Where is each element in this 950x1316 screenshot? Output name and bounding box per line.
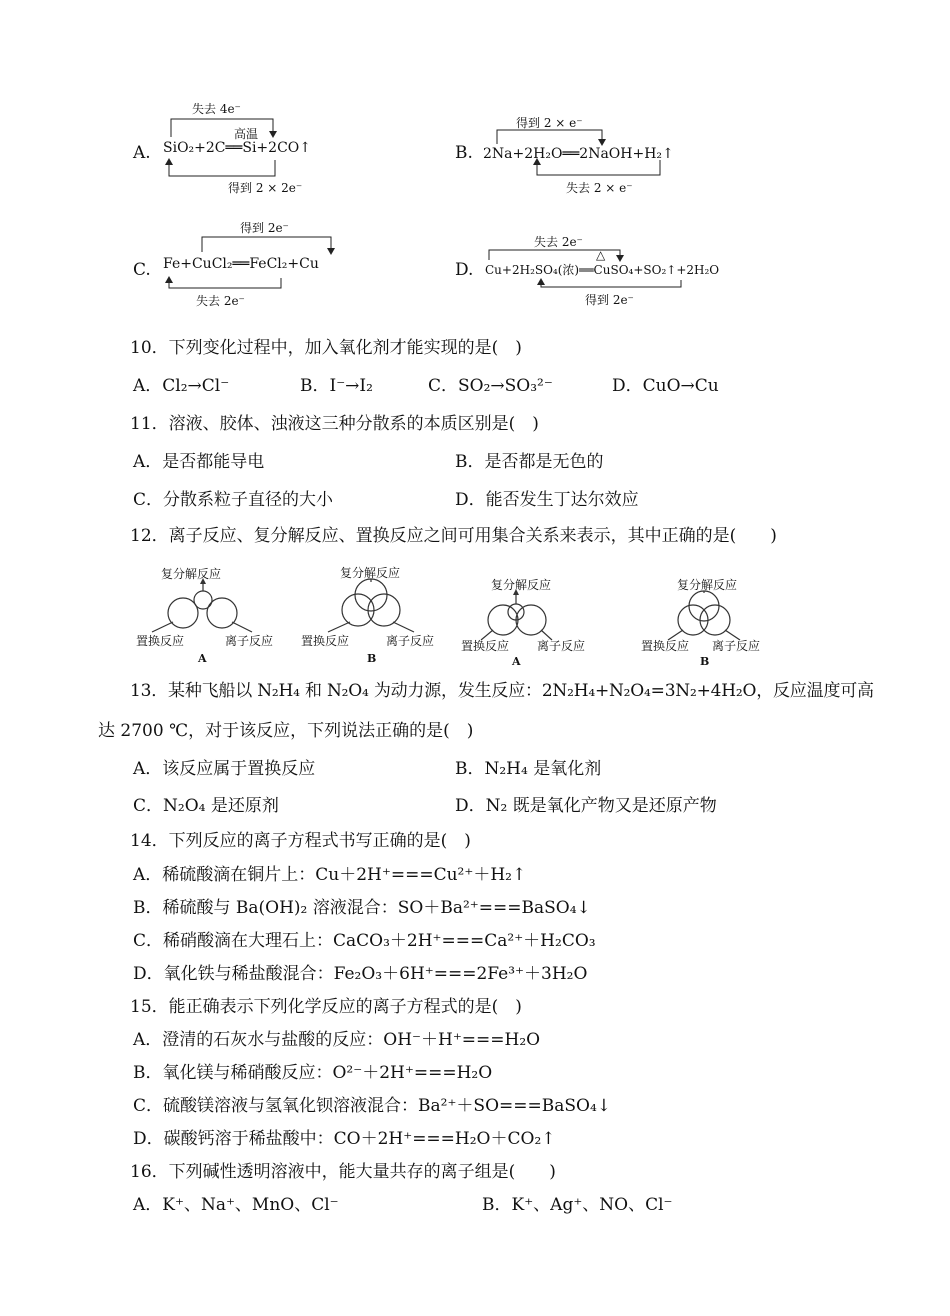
venn-4-right: 离子反应 [712, 639, 761, 653]
venn-3-right: 离子反应 [537, 639, 586, 653]
diagram-a-bottom-label: 得到 2 × 2e⁻ [228, 181, 303, 195]
q10-option-c: C．SO₂→SO₃²⁻ [428, 376, 553, 396]
venn-2-letter: B [367, 652, 377, 665]
q15-option-c: C．硫酸镁溶液与氢氧化钡溶液混合：Ba²⁺＋SO===BaSO₄↓ [133, 1096, 612, 1116]
q14-option-a: A．稀硫酸滴在铜片上：Cu＋2H⁺===Cu²⁺＋H₂↑ [133, 865, 527, 885]
q16-option-a: A．K⁺、Na⁺、MnO、Cl⁻ [133, 1195, 339, 1215]
diagram-d-top-label: 失去 2e⁻ [534, 235, 583, 249]
q15-option-d: D．碳酸钙溶于稀盐酸中：CO＋2H⁺===H₂O＋CO₂↑ [133, 1129, 556, 1149]
diagram-a-top-label: 失去 4e⁻ [192, 102, 241, 116]
diagram-d-bottom-label: 得到 2e⁻ [585, 293, 634, 307]
venn-2-top: 复分解反应 [340, 566, 401, 580]
diagram-c-top-label: 得到 2e⁻ [240, 221, 289, 235]
q16-option-b: B．K⁺、Ag⁺、NO、Cl⁻ [482, 1195, 673, 1215]
q16-stem: 16．下列碱性透明溶液中，能大量共存的离子组是( ) [130, 1162, 556, 1182]
q11-option-a: A．是否都能导电 [133, 452, 265, 472]
diagram-a-condition: 高温 [234, 127, 259, 141]
diagram-b-equation: 2Na+2H₂O══2NaOH+H₂↑ [483, 146, 674, 162]
option-b-letter: B. [455, 143, 473, 163]
q14-option-b: B．稀硫酸与 Ba(OH)₂ 溶液混合：SO＋Ba²⁺===BaSO₄↓ [133, 898, 591, 918]
option-a-letter: A. [133, 143, 151, 163]
diagram-c-equation: Fe+CuCl₂══FeCl₂+Cu [163, 256, 319, 272]
venn-2-left: 置换反应 [301, 634, 350, 648]
venn-1-letter: A [198, 652, 207, 665]
q12-stem: 12．离子反应、复分解反应、置换反应之间可用集合关系来表示，其中正确的是( ) [130, 526, 777, 546]
diagram-b-top-label: 得到 2 × e⁻ [516, 116, 583, 130]
q10-option-b: B．I⁻→I₂ [300, 376, 373, 396]
venn-2-right: 离子反应 [386, 634, 435, 648]
diagram-d-condition: △ [596, 248, 606, 262]
venn-4-top: 复分解反应 [677, 578, 738, 592]
option-c-letter: C. [133, 260, 151, 280]
q13-option-d: D．N₂ 既是氧化产物又是还原产物 [455, 796, 717, 816]
q11-stem: 11．溶液、胶体、浊液这三种分散系的本质区别是( ) [130, 414, 539, 434]
venn-4-letter: B [700, 655, 710, 668]
venn-3-left: 置换反应 [461, 639, 510, 653]
q14-option-d: D．氧化铁与稀盐酸混合：Fe₂O₃＋6H⁺===2Fe³⁺＋3H₂O [133, 964, 588, 984]
q10-option-d: D．CuO→Cu [612, 376, 719, 396]
venn-1-top: 复分解反应 [161, 567, 222, 581]
q13-option-a: A．该反应属于置换反应 [133, 759, 316, 779]
venn-1-right: 离子反应 [225, 634, 274, 648]
q15-option-b: B．氧化镁与稀硝酸反应：O²⁻＋2H⁺===H₂O [133, 1063, 493, 1083]
venn-1-left: 置换反应 [136, 634, 185, 648]
venn-3-letter: A [512, 655, 521, 668]
q13-option-b: B．N₂H₄ 是氧化剂 [455, 759, 602, 779]
diagram-c-bottom-label: 失去 2e⁻ [196, 294, 245, 308]
q10-option-a: A．Cl₂→Cl⁻ [133, 376, 230, 396]
q10-stem: 10．下列变化过程中，加入氧化剂才能实现的是( ) [130, 338, 522, 358]
diagram-a-equation: SiO₂+2C══Si+2CO↑ [163, 140, 311, 156]
q11-option-b: B．是否都是无色的 [455, 452, 604, 472]
q13-stem-line2: 达 2700 ℃，对于该反应，下列说法正确的是( ) [98, 721, 474, 741]
q13-option-c: C．N₂O₄ 是还原剂 [133, 796, 279, 816]
q11-option-c: C．分散系粒子直径的大小 [133, 490, 334, 510]
diagram-d-equation: Cu+2H₂SO₄(浓)══CuSO₄+SO₂↑+2H₂O [485, 263, 720, 277]
q11-option-d: D．能否发生丁达尔效应 [455, 490, 639, 510]
q14-option-c: C．稀硝酸滴在大理石上：CaCO₃＋2H⁺===Ca²⁺＋H₂CO₃ [133, 931, 596, 951]
q15-stem: 15．能正确表示下列化学反应的离子方程式的是( ) [130, 997, 522, 1017]
q14-stem: 14．下列反应的离子方程式书写正确的是( ) [130, 831, 471, 851]
venn-4-left: 置换反应 [641, 639, 690, 653]
q15-option-a: A．澄清的石灰水与盐酸的反应：OH⁻＋H⁺===H₂O [133, 1030, 541, 1050]
q13-stem-line1: 13．某种飞船以 N₂H₄ 和 N₂O₄ 为动力源，发生反应：2N₂H₄+N₂O₄=3N₂+4H₂O，反应温度可高 [130, 681, 874, 701]
venn-3-top: 复分解反应 [491, 578, 552, 592]
diagram-b-bottom-label: 失去 2 × e⁻ [566, 181, 633, 195]
option-d-letter: D. [455, 260, 474, 280]
